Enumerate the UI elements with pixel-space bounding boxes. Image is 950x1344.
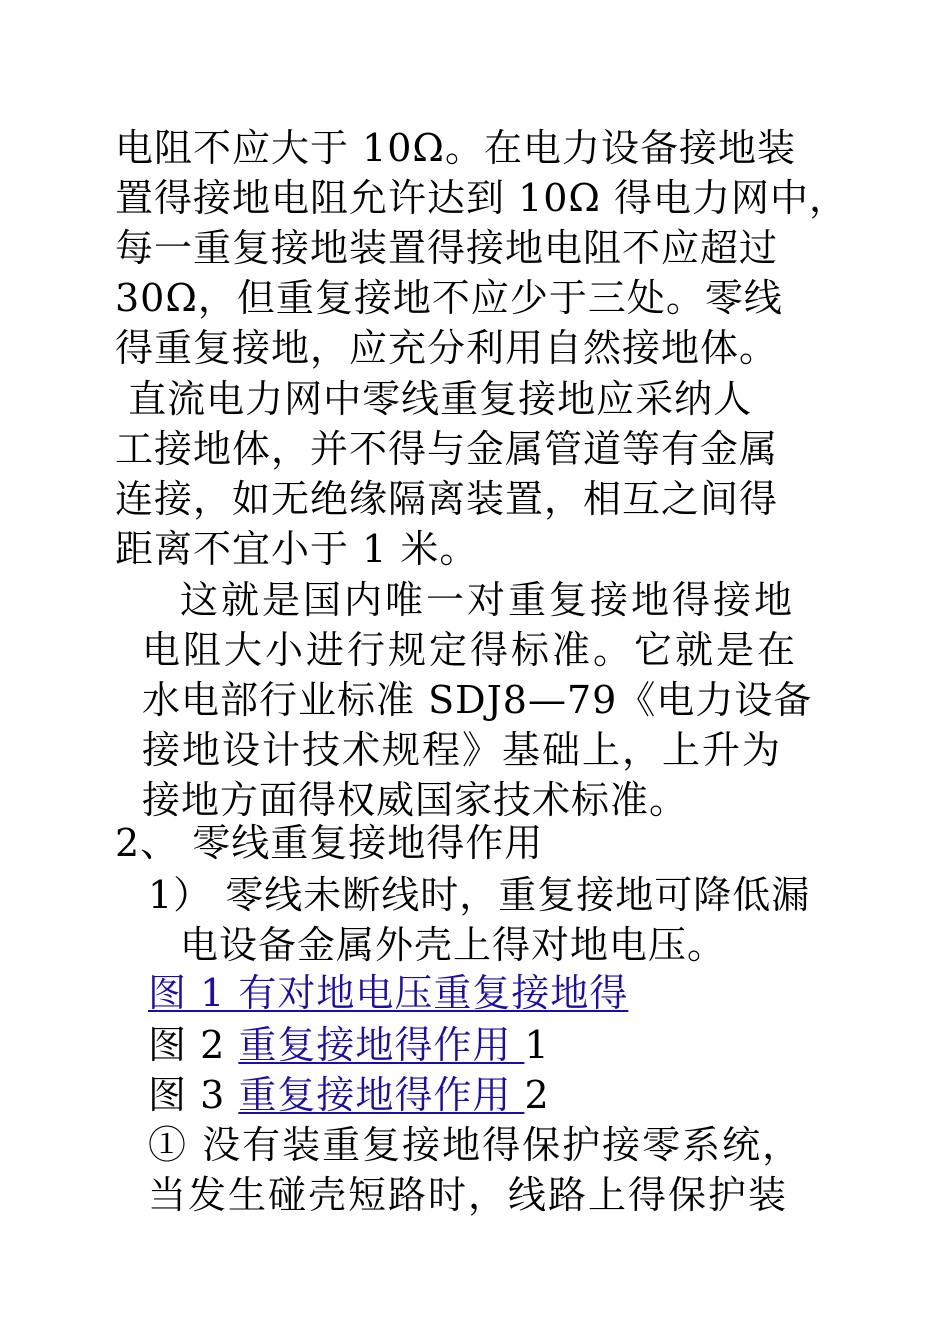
text-line: 工接地体，并不得与金属管道等有金属 <box>115 427 779 471</box>
text-line: 直流电力网中零线重复接地应采纳人 <box>115 377 753 421</box>
section-heading: 2、 零线重复接地得作用 <box>115 821 544 865</box>
list-item-line: 电设备金属外壳上得对地电压。 <box>180 923 727 967</box>
text-line: 每一重复接地装置得接地电阻不应超过 <box>115 226 779 270</box>
text-line: 电阻大小进行规定得标准。它就是在 <box>142 628 799 672</box>
text-line: 30Ω，但重复接地不应少于三处。零线 <box>115 276 783 320</box>
text-line: 距离不宜小于 1 米。 <box>115 527 479 571</box>
list-item-line: 1） 零线未断线时，重复接地可降低漏 <box>148 873 811 917</box>
text-line: 接地方面得权威国家技术标准。 <box>142 778 689 822</box>
text-line: 水电部行业标准 SDJ8—79《电力设备 <box>142 678 813 722</box>
figure-3-suffix: 2 <box>524 1073 550 1117</box>
figure-1-reference <box>148 971 628 1015</box>
list-item-line: ① 没有装重复接地得保护接零系统， <box>148 1123 803 1167</box>
figure-1-link[interactable]: 图 1 有对地电压重复接地得 <box>148 971 629 1015</box>
figure-2-link[interactable]: 重复接地得作用 <box>238 1023 525 1067</box>
text-line: 接地设计技术规程》基础上，上升为 <box>142 728 783 772</box>
text-line: 置得接地电阻允许达到 10Ω 得电力网中， <box>115 176 849 220</box>
figure-3-reference <box>148 1073 550 1117</box>
figure-2-reference <box>148 1023 550 1067</box>
text-line: 连接，如无绝缘隔离装置，相互之间得 <box>115 477 779 521</box>
figure-3-link[interactable]: 重复接地得作用 <box>238 1073 525 1117</box>
list-item-line: 当发生碰壳短路时，线路上得保护装 <box>148 1173 789 1217</box>
figure-2-suffix: 1 <box>524 1023 550 1067</box>
figure-2-prefix: 图 2 <box>148 1023 239 1067</box>
figure-3-prefix: 图 3 <box>148 1073 239 1117</box>
text-line: 这就是国内唯一对重复接地得接地 <box>180 578 796 622</box>
text-line: 电阻不应大于 10Ω。在电力设备接地装 <box>115 126 796 170</box>
text-line: 得重复接地，应充分利用自然接地体。 <box>115 326 779 370</box>
